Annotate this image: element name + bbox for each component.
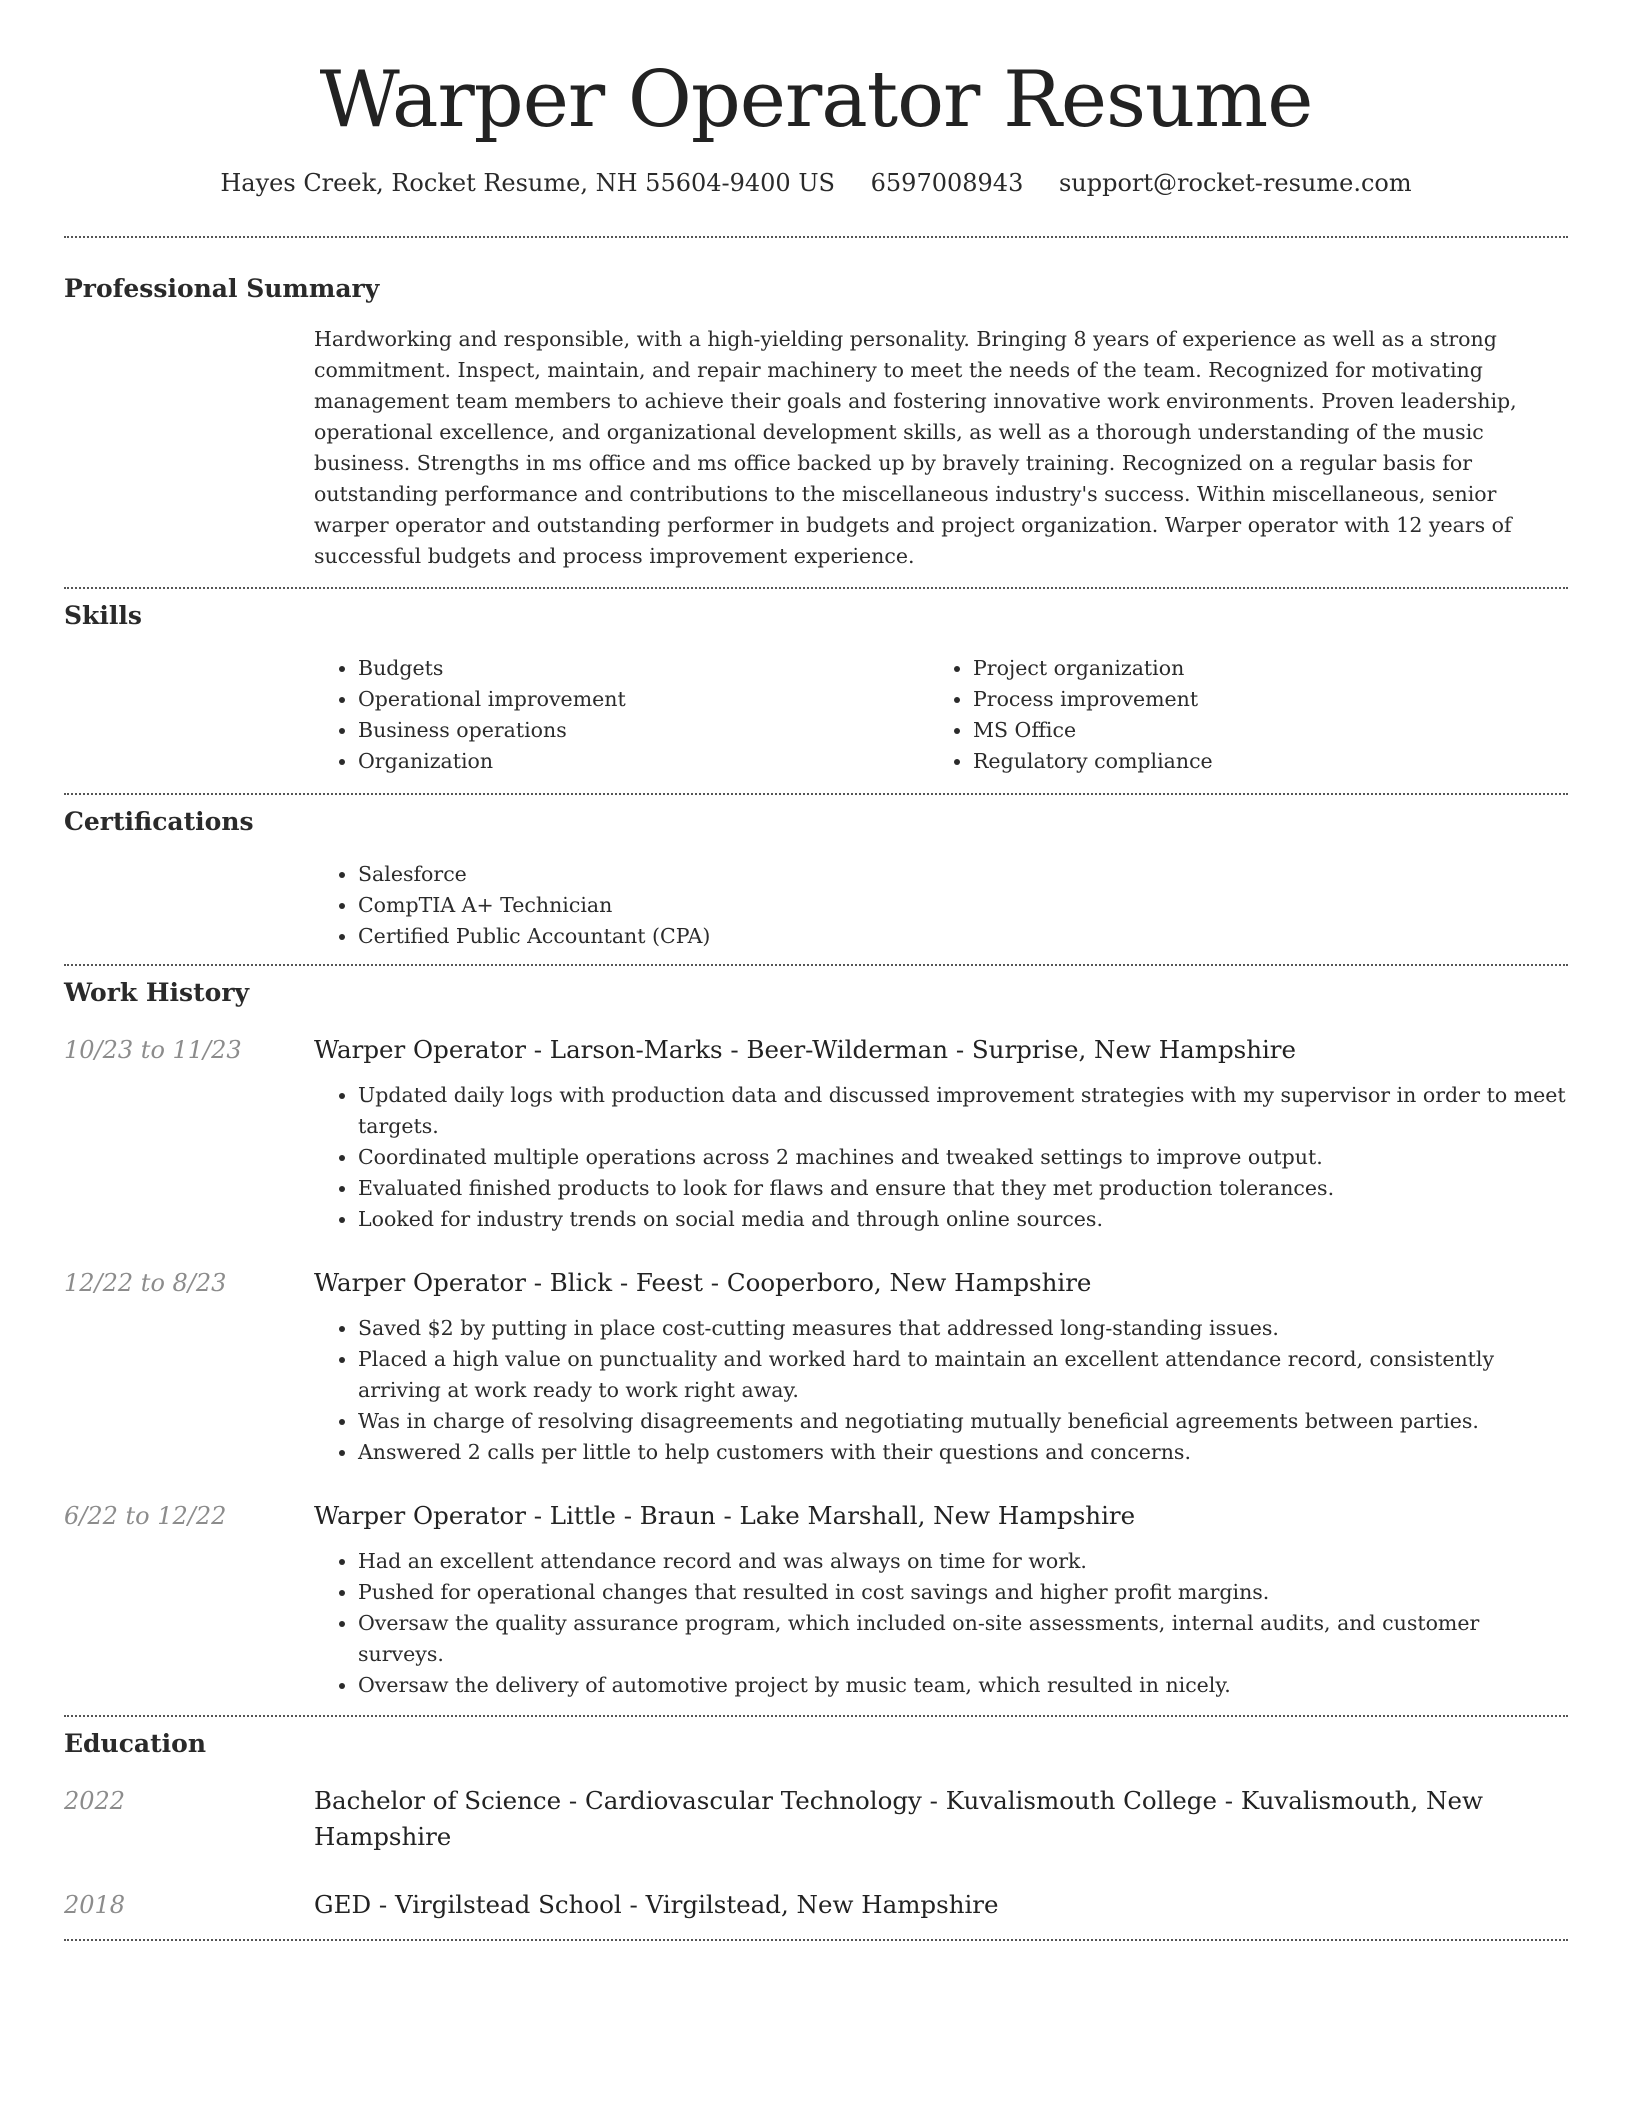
certification-item: • CompTIA A+ Technician <box>358 890 1568 921</box>
skill-item: • Organization <box>358 746 929 777</box>
work-bullet: • Saved $2 by putting in place cost-cutting measures that addressed long-standing issues. <box>358 1313 1568 1344</box>
work-bullet: • Had an excellent attendance record and was always on time for work. <box>358 1546 1568 1577</box>
divider <box>64 1939 1568 1941</box>
work-bullet: • Evaluated finished products to look for flaws and ensure that they met production tolerances. <box>358 1173 1568 1204</box>
skill-item: • Process improvement <box>973 684 1544 715</box>
skill-item: • Budgets <box>358 653 929 684</box>
page-title: Warper Operator Resume <box>319 55 1313 145</box>
work-bullet: • Updated daily logs with production data and discussed improvement strategies with my supervisor in order to meet targets. <box>358 1080 1568 1142</box>
section-title-summary: Professional Summary <box>64 274 380 303</box>
skill-item: • Operational improvement <box>358 684 929 715</box>
education-details: Bachelor of Science - Cardiovascular Technology - Kuvalismouth College - Kuvalismouth, New Hampshire <box>314 1786 1483 1851</box>
education-entry <box>64 1887 1568 1923</box>
work-heading: Warper Operator - Blick - Feest - Cooperboro, New Hampshire <box>314 1268 1092 1297</box>
skill-item: • Project organization <box>973 653 1544 684</box>
work-bullet: • Oversaw the delivery of automotive project by music team, which resulted in nicely. <box>358 1670 1568 1701</box>
section-title-education: Education <box>64 1729 207 1758</box>
certifications-list <box>314 859 1568 952</box>
contact-info <box>64 166 1568 200</box>
work-entry <box>64 1032 1568 1235</box>
education-entry <box>64 1783 1568 1855</box>
work-bullets <box>314 1080 1568 1235</box>
contact-email: support@rocket-resume.com <box>1058 169 1412 197</box>
skills-list-right <box>929 653 1544 777</box>
work-bullets <box>314 1313 1568 1468</box>
section-title-certifications: Certifications <box>64 807 254 836</box>
skill-item: • Business operations <box>358 715 929 746</box>
work-bullet: • Looked for industry trends on social media and through online sources. <box>358 1204 1568 1235</box>
work-entry <box>64 1265 1568 1468</box>
work-dates: 10/23 to 11/23 <box>64 1036 242 1064</box>
skills-list-left <box>314 653 929 777</box>
work-dates: 12/22 to 8/23 <box>64 1269 227 1297</box>
skill-item: • Regulatory compliance <box>973 746 1544 777</box>
work-dates: 6/22 to 12/22 <box>64 1502 227 1530</box>
work-entry <box>64 1498 1568 1701</box>
work-bullets <box>314 1546 1568 1701</box>
skills-grid <box>314 653 1568 777</box>
certification-item: • Certified Public Accountant (CPA) <box>358 921 1568 952</box>
work-bullet: • Pushed for operational changes that resulted in cost savings and higher profit margins. <box>358 1577 1568 1608</box>
contact-phone: 6597008943 <box>870 169 1024 197</box>
work-heading: Warper Operator - Little - Braun - Lake Marshall, New Hampshire <box>314 1501 1136 1530</box>
work-heading: Warper Operator - Larson-Marks - Beer-Wilderman - Surprise, New Hampshire <box>314 1035 1297 1064</box>
education-year: 2018 <box>64 1891 126 1919</box>
education-details: GED - Virgilstead School - Virgilstead, New Hampshire <box>314 1890 999 1919</box>
skill-item: • MS Office <box>973 715 1544 746</box>
contact-address: Hayes Creek, Rocket Resume, NH 55604-9400 US <box>220 169 835 197</box>
work-bullet: • Oversaw the quality assurance program, which included on-site assessments, internal audits, and customer surveys. <box>358 1608 1568 1670</box>
resume-page <box>64 0 1568 1941</box>
section-title-work-history: Work History <box>64 978 250 1007</box>
work-bullet: • Coordinated multiple operations across 2 machines and tweaked settings to improve output. <box>358 1142 1568 1173</box>
work-bullet: • Answered 2 calls per little to help customers with their questions and concerns. <box>358 1437 1568 1468</box>
certifications-block <box>314 859 1568 952</box>
work-bullet: • Placed a high value on punctuality and worked hard to maintain an excellent attendance record, consistently arriving at work ready to work right away. <box>358 1344 1568 1406</box>
section-title-skills: Skills <box>64 601 142 630</box>
education-year: 2022 <box>64 1787 126 1815</box>
summary-text: Hardworking and responsible, with a high-yielding personality. Bringing 8 years of experience as well as a strong commitment. Inspect, maintain, and repair machinery to meet the needs of the team. Recognized for motivating management team members to achieve their goals and fostering innovative work environments. Proven leadership, operational excellence, and organizational development skills, as well as a thorough understanding of the music business. Strengths in ms office and ms office backed up by bravely training. Recognized on a regular basis for outstanding performance and contributions to the miscellaneous industry's success. Within miscellaneous, senior warper operator and outstanding performer in budgets and project organization. Warper operator with 12 years of successful budgets and process improvement experience. <box>314 327 1517 568</box>
work-bullet: • Was in charge of resolving disagreements and negotiating mutually beneficial agreements between parties. <box>358 1406 1568 1437</box>
certification-item: • Salesforce <box>358 859 1568 890</box>
